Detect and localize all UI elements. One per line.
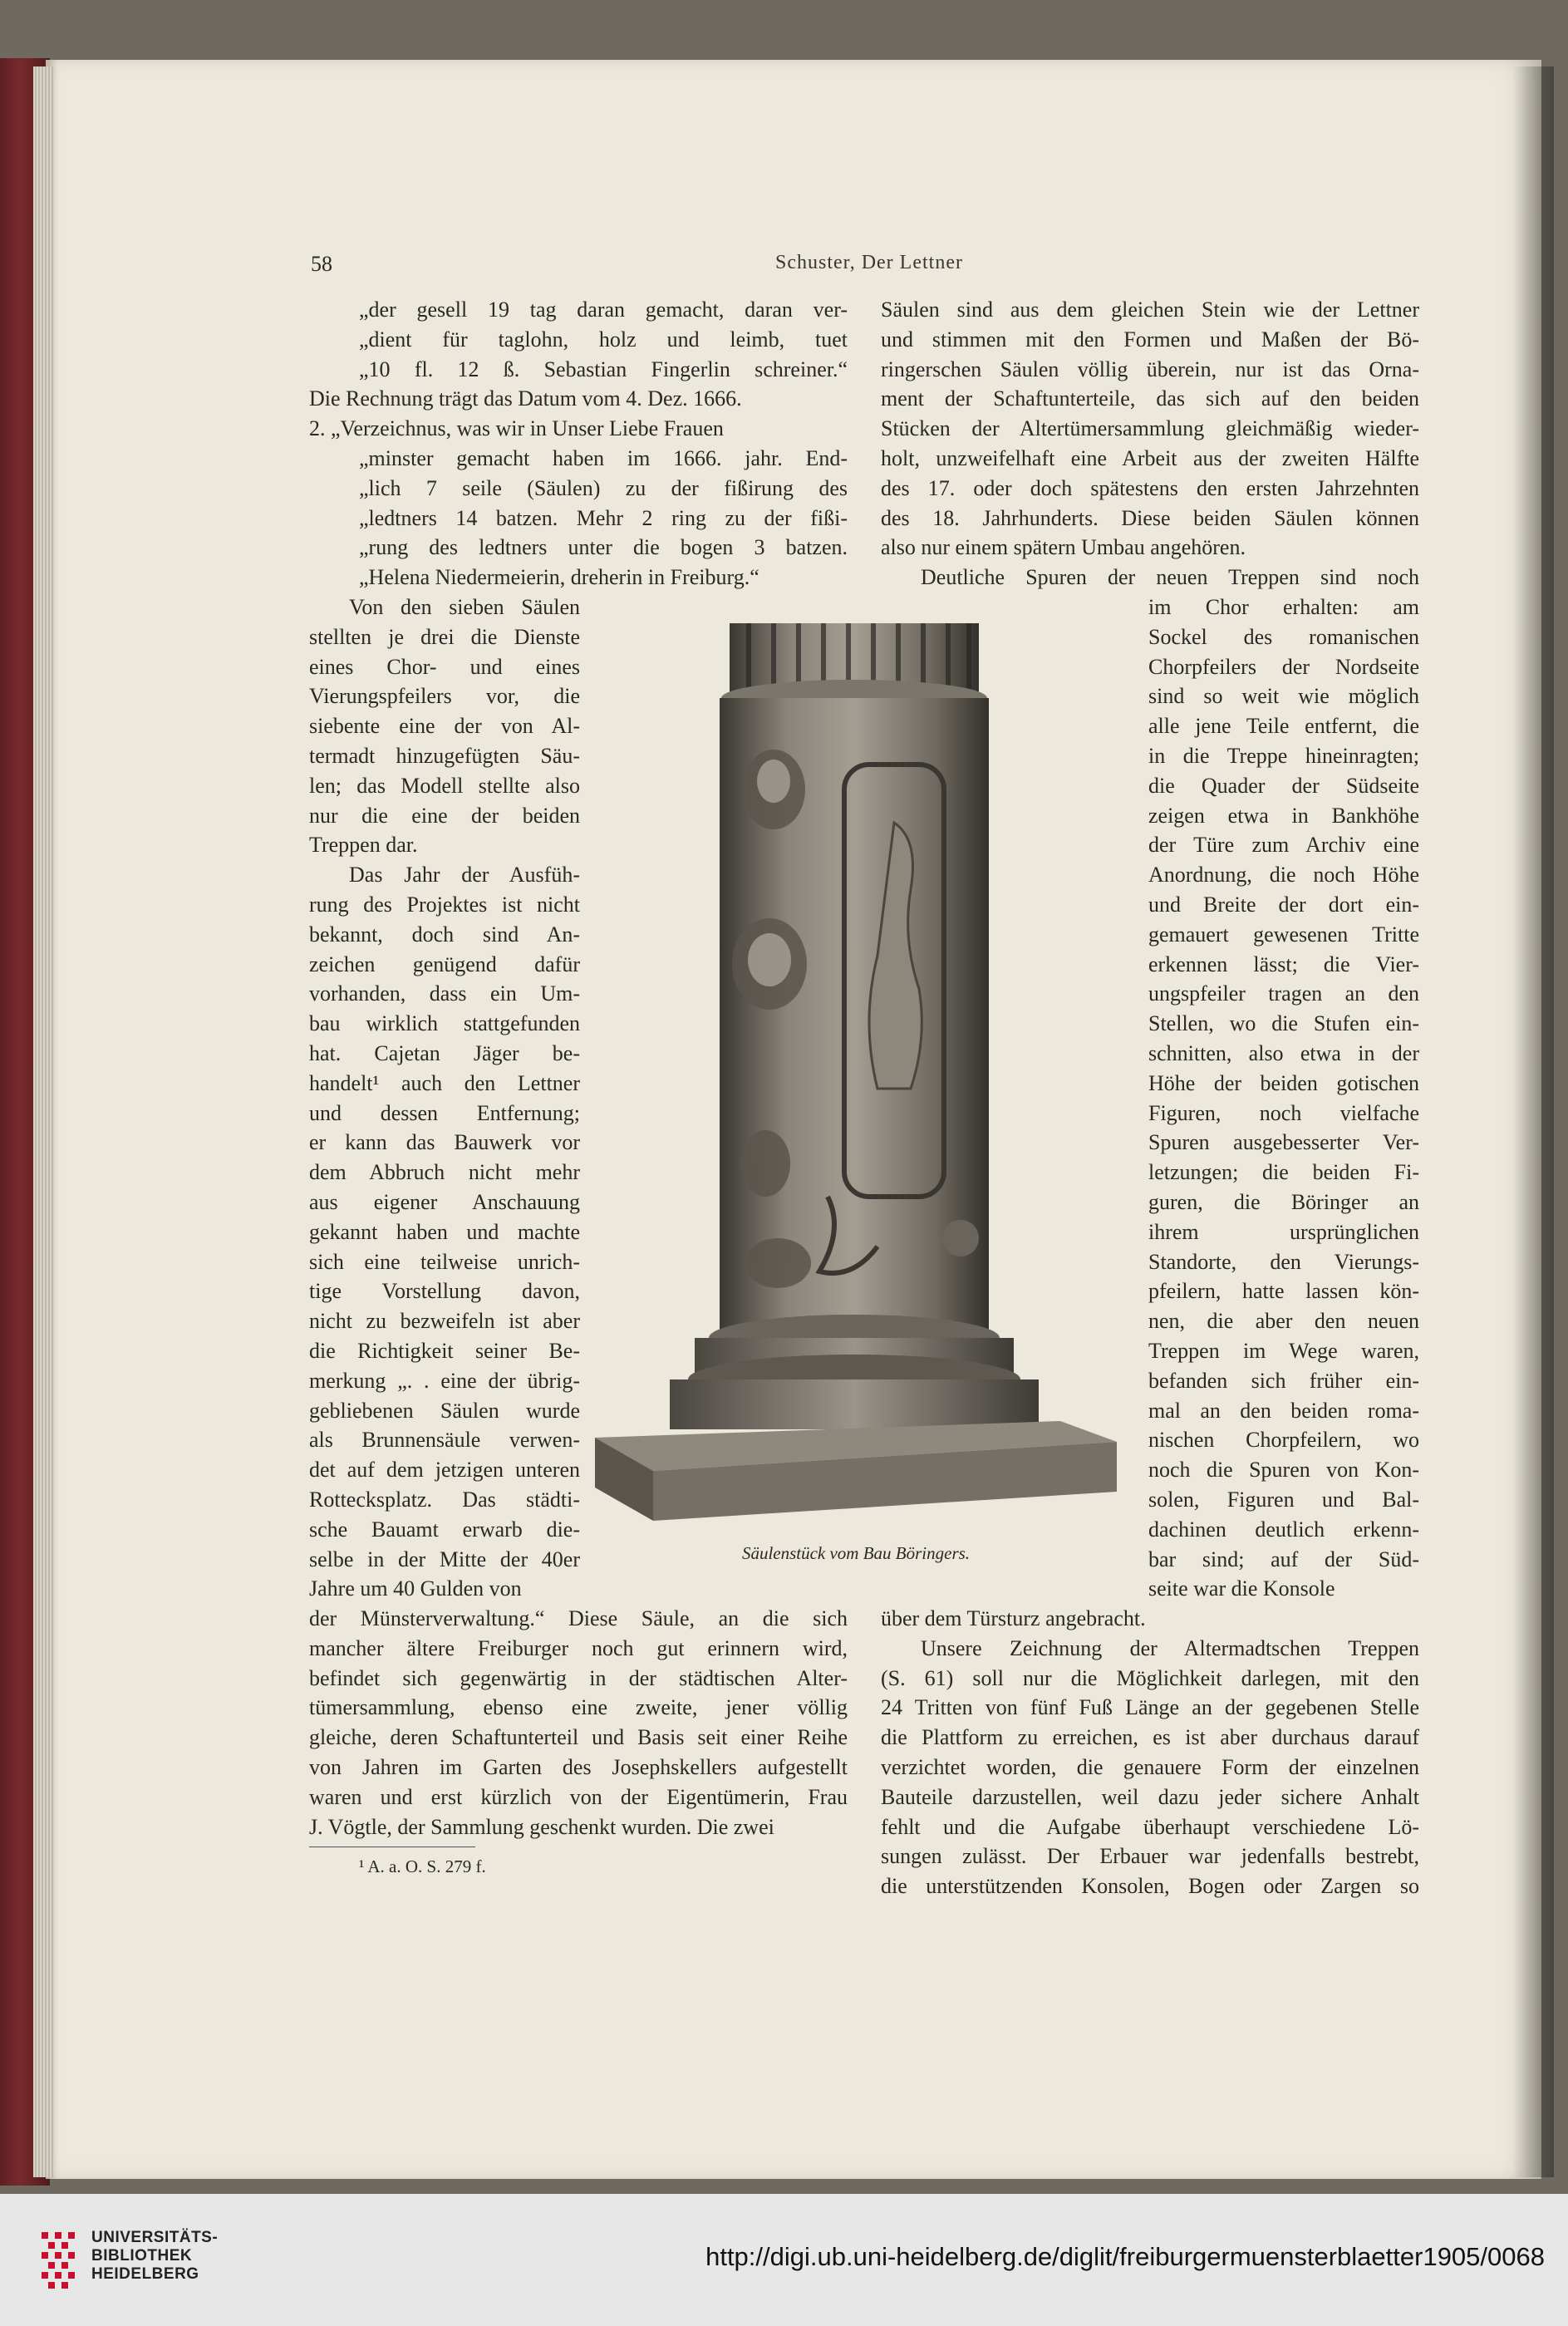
text-line: sich eine teilweise unrich- — [309, 1249, 580, 1274]
text-line: seite war die Konsole — [1148, 1576, 1335, 1601]
text-line: Unsere Zeichnung der Altermadtschen Treppen — [921, 1635, 1419, 1660]
text-line: „dient für taglohn, holz und leimb, tuet — [359, 327, 848, 352]
text-line: guren, die Böringer an — [1148, 1189, 1419, 1214]
text-line: J. Vögtle, der Sammlung geschenkt wurden. Die zwei — [309, 1814, 774, 1839]
text-line: er kann das Bauwerk vor — [309, 1130, 580, 1155]
text-line: termadt hinzugefügten Säu- — [309, 743, 580, 768]
text-line: aus eigener Anschauung — [309, 1189, 580, 1214]
text-line: sche Bauamt erwarb die- — [309, 1517, 580, 1542]
text-line: alle jene Teile entfernt, die — [1148, 714, 1419, 739]
text-line: Die Rechnung trägt das Datum vom 4. Dez. 1666. — [309, 386, 742, 411]
text-line: Spuren ausgebesserter Ver- — [1148, 1130, 1419, 1155]
text-line: tümersammlung, ebenso eine zweite, jener völlig — [309, 1695, 848, 1720]
text-line: und stimmen mit den Formen und Maßen der Bö- — [881, 327, 1419, 352]
text-line: Figuren, noch vielfache — [1148, 1100, 1419, 1125]
library-name — [91, 2229, 218, 2284]
text-line: Säulen sind aus dem gleichen Stein wie der Lettner — [881, 298, 1419, 322]
library-footer — [0, 2194, 1568, 2326]
text-line: hat. Cajetan Jäger be- — [309, 1040, 580, 1065]
text-line: Höhe der beiden gotischen — [1148, 1070, 1419, 1095]
running-head: Schuster, Der Lettner — [775, 252, 963, 273]
text-line: (S. 61) soll nur die Möglichkeit darlegen, mit den — [881, 1665, 1419, 1690]
text-line: die Plattform zu erreichen, es ist aber durchaus darauf — [881, 1725, 1419, 1750]
text-line: Sockel des romanischen — [1148, 624, 1419, 649]
text-line: „10 fl. 12 ß. Sebastian Fingerlin schreiner.“ — [359, 357, 848, 381]
text-line: „ledtners 14 batzen. Mehr 2 ring zu der fißi- — [359, 505, 848, 530]
page-number: 58 — [311, 252, 332, 276]
text-line: siebente eine der von Al- — [309, 714, 580, 739]
text-line: stellten je drei die Dienste — [309, 624, 580, 649]
text-line: die Richtigkeit seiner Be- — [309, 1338, 580, 1363]
text-line: Chorpfeilers der Nordseite — [1148, 654, 1419, 679]
text-line: Anordnung, die noch Höhe — [1148, 863, 1419, 888]
text-line: tige Vorstellung davon, — [309, 1279, 580, 1304]
text-line: sind so weit wie möglich — [1148, 684, 1419, 709]
text-line: als Brunnensäule verwen- — [309, 1428, 580, 1453]
text-line: erkennen lässt; die Vier- — [1148, 952, 1419, 976]
text-line: pfeilern, hatte lassen kön- — [1148, 1279, 1419, 1304]
text-line: gekannt haben und machte — [309, 1219, 580, 1244]
text-line: zeigen etwa in Bankhöhe — [1148, 803, 1419, 828]
library-logo-icon — [35, 2225, 81, 2294]
text-line: und Breite der dort ein- — [1148, 892, 1419, 917]
text-line: bekannt, doch sind An- — [309, 922, 580, 947]
text-line: die Quader der Südseite — [1148, 773, 1419, 798]
text-line: „rung des ledtners unter die bogen 3 batzen. — [359, 535, 848, 560]
text-line: ment der Schaftunterteile, das sich auf den beiden — [881, 386, 1419, 411]
text-line: Treppen im Wege waren, — [1148, 1338, 1419, 1363]
text-line: eines Chor- und eines — [309, 654, 580, 679]
text-line: fehlt und die Aufgabe überhaupt verschiedene Lö- — [881, 1814, 1419, 1839]
text-line: der Münsterverwaltung.“ Diese Säule, an die sich — [309, 1606, 848, 1630]
text-line: nicht zu bezweifeln ist aber — [309, 1309, 580, 1334]
text-line: von Jahren im Garten des Josephskellers aufgestellt — [309, 1754, 848, 1779]
left-column-bottom — [309, 1604, 848, 1842]
text-line: Von den sieben Säulen — [349, 595, 580, 619]
column-photograph — [595, 615, 1117, 1537]
text-line: schnitten, also etwa in der — [1148, 1040, 1419, 1065]
library-name-line1: UNIVERSITÄTS- — [91, 2229, 219, 2246]
text-line: Deutliche Spuren der neuen Treppen sind noch — [921, 565, 1419, 590]
text-line: zeichen genügend dafür — [309, 952, 580, 976]
text-line: die unterstützenden Konsolen, Bogen oder Zargen so — [881, 1874, 1419, 1899]
text-line: mancher ältere Freiburger noch gut erinnern wird, — [309, 1635, 848, 1660]
text-line: solen, Figuren und Bal- — [1148, 1487, 1419, 1512]
text-line: ringerschen Säulen völlig überein, nur ist das Orna- — [881, 357, 1419, 381]
text-line: gebliebenen Säulen wurde — [309, 1398, 580, 1423]
text-line: holt, unzweifelhaft eine Arbeit aus der zweiten Hälfte — [881, 445, 1419, 470]
text-line: befindet sich gegenwärtig in der städtischen Alter- — [309, 1665, 848, 1690]
text-line: des 17. oder doch spätestens den ersten Jahrzehnten — [881, 475, 1419, 500]
text-line: Standorte, den Vierungs- — [1148, 1249, 1419, 1274]
library-name-line2: BIBLIOTHEK — [91, 2247, 193, 2265]
text-line: sungen zulässt. Der Erbauer war jedenfalls bestrebt, — [881, 1844, 1419, 1869]
right-column-bottom — [881, 1604, 1419, 1901]
text-line: über dem Türsturz angebracht. — [881, 1606, 1146, 1630]
text-line: merkung „. . eine der übrig- — [309, 1368, 580, 1393]
left-column-top — [309, 295, 848, 593]
text-line: nen, die aber den neuen — [1148, 1309, 1419, 1334]
text-line: und dessen Entfernung; — [309, 1100, 580, 1125]
text-line: der Türe zum Archiv eine — [1148, 833, 1419, 858]
text-line: Treppen dar. — [309, 833, 418, 858]
text-line: verzichtet worden, die genauere Form der einzelnen — [881, 1754, 1419, 1779]
text-line: nischen Chorpfeilern, wo — [1148, 1428, 1419, 1453]
text-line: also nur einem spätern Umbau angehören. — [881, 535, 1246, 560]
text-line: im Chor erhalten: am — [1148, 595, 1419, 619]
source-url[interactable]: http://digi.ub.uni-heidelberg.de/diglit/freiburgermuensterblaetter1905/0068 — [705, 2242, 1545, 2271]
text-line: des 18. Jahrhunderts. Diese beiden Säulen können — [881, 505, 1419, 530]
text-line: dachinen deutlich erkenn- — [1148, 1517, 1419, 1542]
text-line: vorhanden, dass ein Um- — [309, 981, 580, 1006]
text-line: ungspfeiler tragen an den — [1148, 981, 1419, 1006]
text-line: noch die Spuren von Kon- — [1148, 1458, 1419, 1483]
text-line: Das Jahr der Ausfüh- — [349, 863, 580, 888]
text-line: bar sind; auf der Süd- — [1148, 1547, 1419, 1571]
figure-caption: Säulenstück vom Bau Böringers. — [741, 1543, 971, 1563]
text-line: „minster gemacht haben im 1666. jahr. End- — [359, 445, 848, 470]
text-line: gleiche, deren Schaftunterteil und Basis seit einer Reihe — [309, 1725, 848, 1750]
text-line: handelt¹ auch den Lettner — [309, 1070, 580, 1095]
page-stack-edge — [33, 66, 53, 2177]
text-line: letzungen; die beiden Fi- — [1148, 1160, 1419, 1185]
text-line: mal an den beiden roma- — [1148, 1398, 1419, 1423]
text-line: bau wirklich stattgefunden — [309, 1011, 580, 1036]
text-line: len; das Modell stellte also — [309, 773, 580, 798]
text-line: „Helena Niedermeierin, dreherin in Freiburg.“ — [359, 565, 759, 590]
text-line: Jahre um 40 Gulden von — [309, 1576, 522, 1601]
footnote: ¹ A. a. O. S. 279 f. — [359, 1856, 486, 1876]
text-line: rung des Projektes ist nicht — [309, 892, 580, 917]
text-line: selbe in der Mitte der 40er — [309, 1547, 580, 1571]
text-line: befanden sich früher ein- — [1148, 1368, 1419, 1393]
gutter-shadow — [1512, 66, 1554, 2177]
text-line: nur die eine der beiden — [309, 803, 580, 828]
text-line: waren und erst kürzlich von der Eigentümerin, Frau — [309, 1784, 848, 1809]
text-line: Vierungspfeilers vor, die — [309, 684, 580, 709]
text-line: Bauteile darzustellen, weil dazu jeder sichere Anhalt — [881, 1784, 1419, 1809]
text-line: in die Treppe hineinragten; — [1148, 743, 1419, 768]
right-column-narrow — [1148, 593, 1419, 1604]
text-line: „der gesell 19 tag daran gemacht, daran ver- — [359, 298, 848, 322]
text-line: gemauert gewesenen Tritte — [1148, 922, 1419, 947]
text-line: Stücken der Altertümersammlung gleichmäßig wieder- — [881, 416, 1419, 441]
text-line: dem Abbruch nicht mehr — [309, 1160, 580, 1185]
text-line: Stellen, wo die Stufen ein- — [1148, 1011, 1419, 1036]
text-line: det auf dem jetzigen unteren — [309, 1458, 580, 1483]
text-line: 2. „Verzeichnus, was wir in Unser Liebe Frauen — [309, 416, 724, 441]
right-column-top — [881, 295, 1419, 593]
left-column-narrow — [309, 593, 580, 1604]
text-line: 24 Tritten von fünf Fuß Länge an der gegebenen Stelle — [881, 1695, 1419, 1720]
library-name-line3: HEIDELBERG — [91, 2265, 199, 2283]
text-line: ihrem ursprünglichen — [1148, 1219, 1419, 1244]
text-line: „lich 7 seile (Säulen) zu der fißirung des — [359, 475, 848, 500]
text-line: Rottecksplatz. Das städti- — [309, 1487, 580, 1512]
